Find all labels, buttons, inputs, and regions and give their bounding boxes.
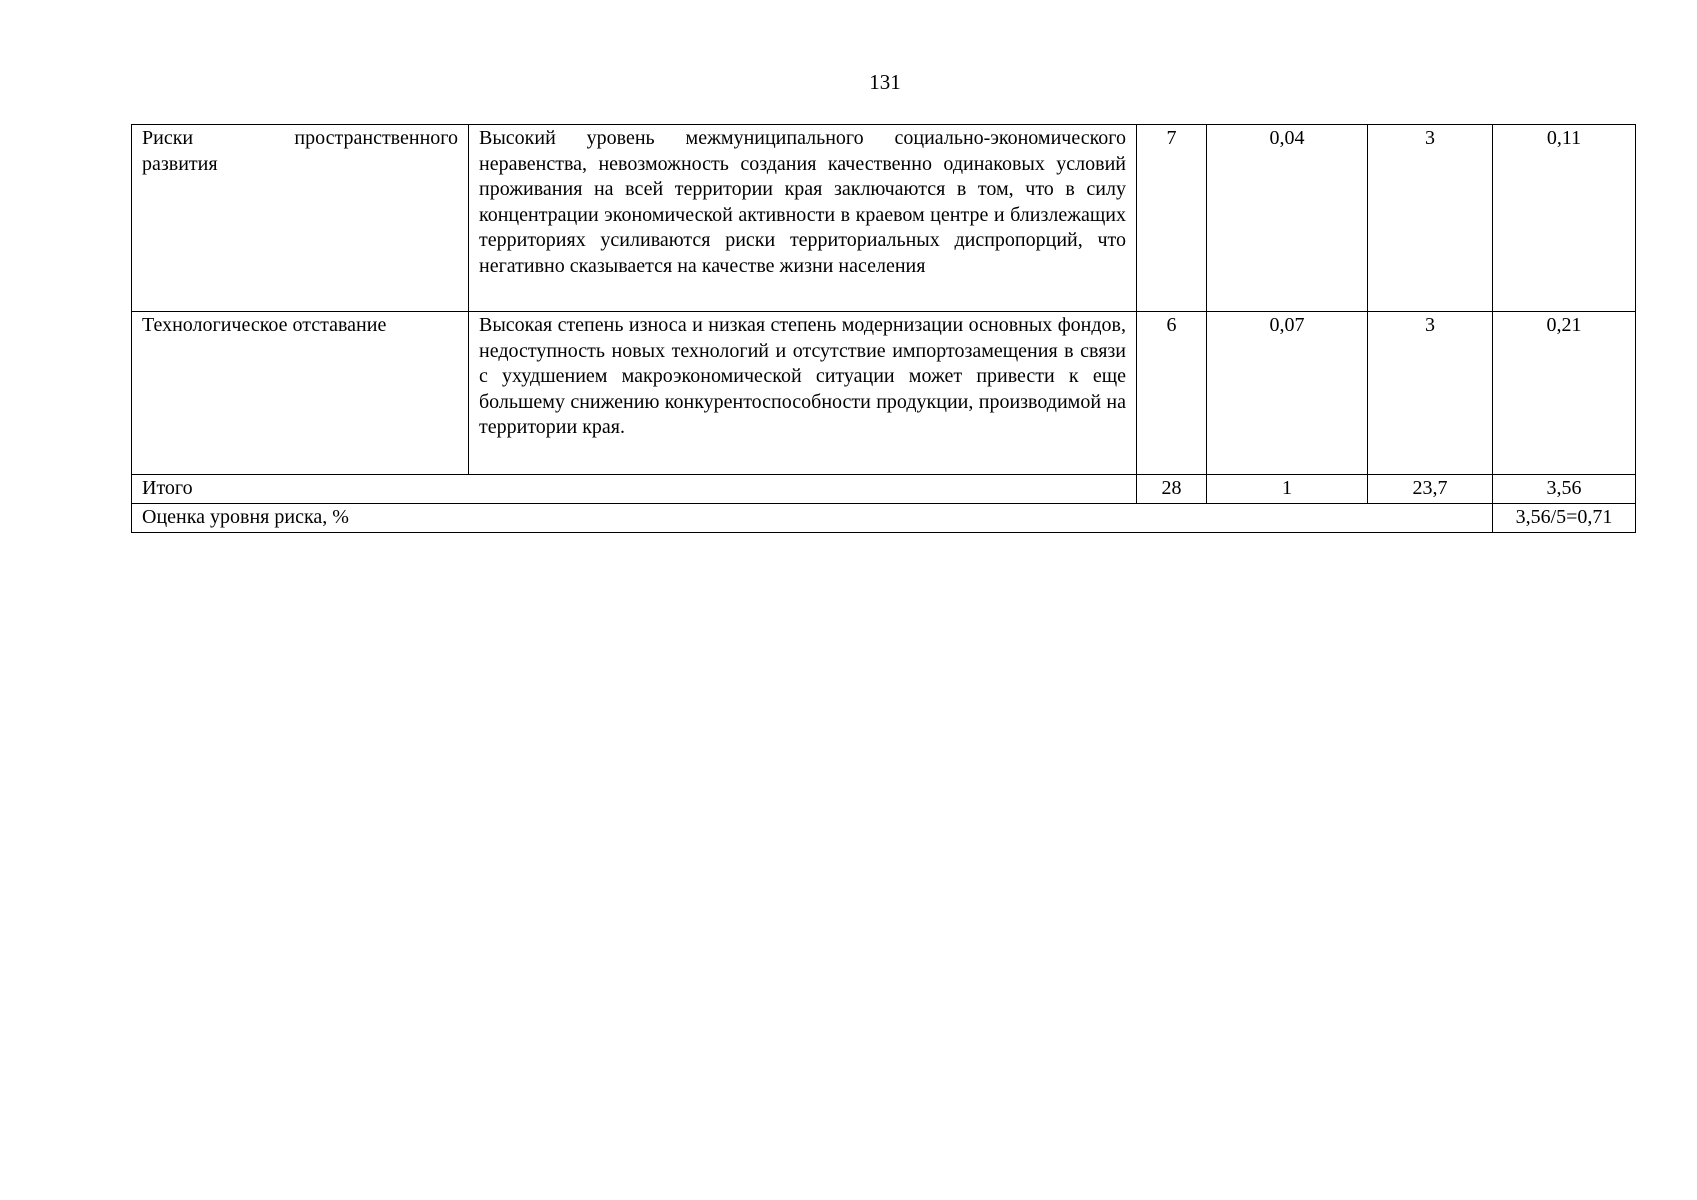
total-weighted-score-cell: 3,56	[1493, 475, 1636, 504]
assessment-label: Оценка уровня риска, %	[132, 504, 1493, 533]
total-label: Итого	[132, 475, 1137, 504]
rating-cell: 3	[1368, 125, 1493, 312]
total-score-cell: 28	[1137, 475, 1207, 504]
total-weight-cell: 1	[1207, 475, 1368, 504]
table-row	[132, 125, 1636, 312]
assessment-value-cell: 3,56/5=0,71	[1493, 504, 1636, 533]
risk-description-cell: Высокий уровень межмуниципального социально-экономического неравенства, невозможность создания качественно одинаковых условий проживания на всей территории края заключаются в том, что в силу концентрации экономической активности в краевом центре и близлежащих территориях усиливаются риски территориальных диспропорций, что негативно сказывается на качестве жизни населения	[469, 125, 1137, 312]
risk-description-cell: Высокая степень износа и низкая степень модернизации основных фондов, недоступность новых технологий и отсутствие импортозамещения в связи с ухудшением макроэкономической ситуации может привести к еще большему снижению конкурентоспособности продукции, производимой на территории края.	[469, 312, 1137, 475]
score-cell: 7	[1137, 125, 1207, 312]
total-row	[132, 475, 1636, 504]
risk-name-line-2: развития	[142, 152, 218, 175]
page-number: 131	[869, 70, 901, 94]
table-row	[132, 312, 1636, 475]
weighted-score-cell: 0,11	[1493, 125, 1636, 312]
total-rating-cell: 23,7	[1368, 475, 1493, 504]
risk-assessment-table	[131, 124, 1636, 533]
weight-cell: 0,07	[1207, 312, 1368, 475]
assessment-row	[132, 504, 1636, 533]
risk-name-line-1	[142, 126, 458, 152]
rating-cell: 3	[1368, 312, 1493, 475]
risk-name-cell	[132, 125, 469, 312]
weight-cell: 0,04	[1207, 125, 1368, 312]
weighted-score-cell: 0,21	[1493, 312, 1636, 475]
score-cell: 6	[1137, 312, 1207, 475]
risk-name-cell: Технологическое отставание	[132, 312, 469, 475]
risk-name-word-2: пространственного	[294, 127, 458, 149]
risk-name-word-1: Риски	[142, 127, 194, 149]
